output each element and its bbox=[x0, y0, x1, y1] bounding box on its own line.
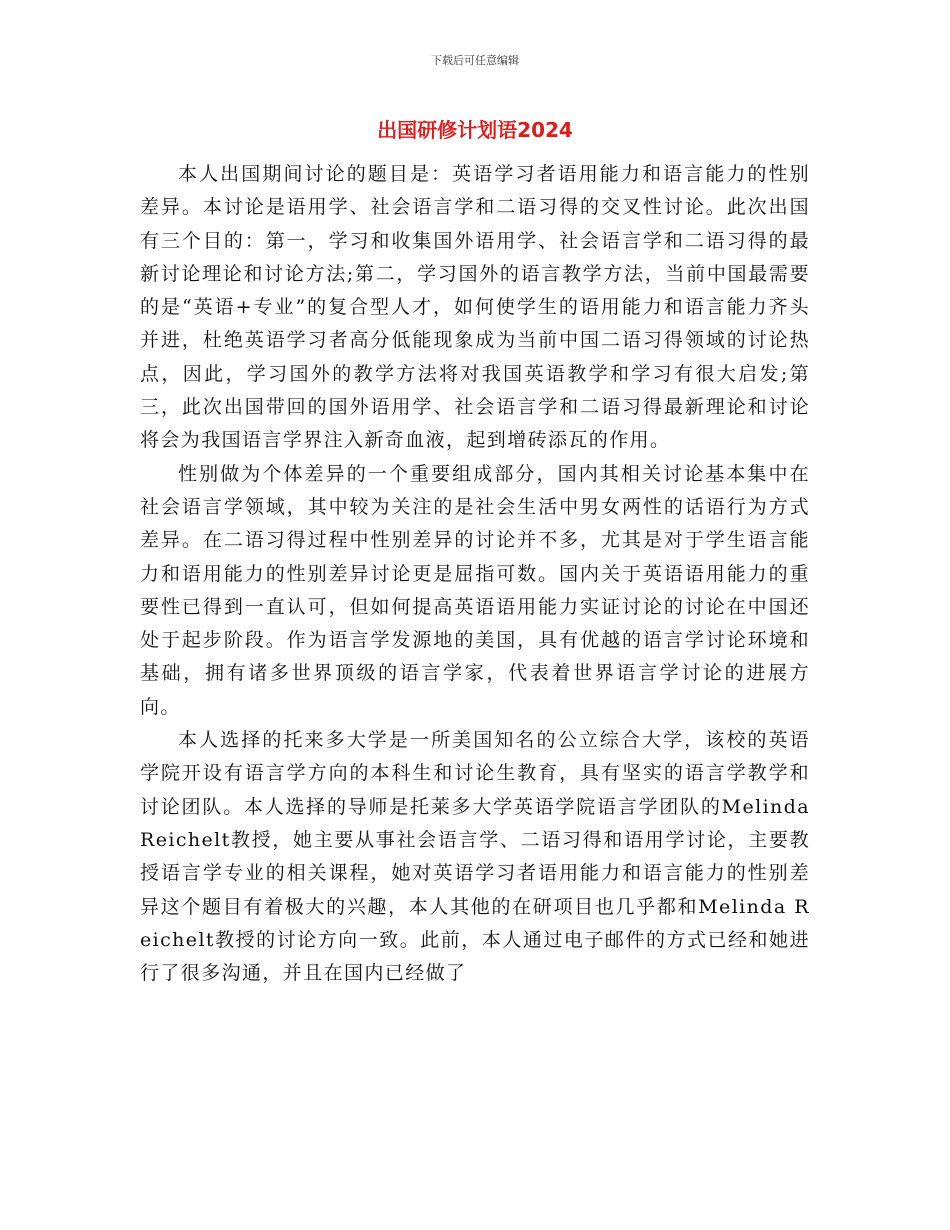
paragraph-2: 性别做为个体差异的一个重要组成部分，国内其相关讨论基本集中在社会语言学领域，其中较为关注的是社会生活中男女两性的话语行为方式差异。在二语习得过程中性别差异的讨论并不多，尤其是对于学生语言能力和语用能力的性别差异讨论更是屈指可数。国内关于英语语用能力的重要性已得到一直认可，但如何提高英语语用能力实证讨论的讨论在中国还处于起步阶段。作为语言学发源地的美国，具有优越的语言学讨论环境和基础，拥有诸多世界顶级的语言学家，代表着世界语言学讨论的进展方向。 bbox=[140, 462, 810, 718]
paragraph-3: 本人选择的托来多大学是一所美国知名的公立综合大学，该校的英语学院开设有语言学方向的本科生和讨论生教育，具有坚实的语言学教学和讨论团队。本人选择的导师是托莱多大学英语学院语言学团队的Melinda Reichelt教授，她主要从事社会语言学、二语习得和语用学讨论，主要教授语言学专业的相关课程，她对英语学习者语用能力和语言能力的性别差异这个题目有着极大的兴趣，本人其他的在研项目也几乎都和Melinda Reichelt教授的讨论方向一致。此前，本人通过电子邮件的方式已经和她进行了很多沟通，并且在国内已经做了 bbox=[140, 729, 810, 985]
paragraph-1: 本人出国期间讨论的题目是：英语学习者语用能力和语言能力的性别差异。本讨论是语用学、社会语言学和二语习得的交叉性讨论。此次出国有三个目的：第一，学习和收集国外语用学、社会语言学和二语习得的最新讨论理论和讨论方法;第二，学习国外的语言教学方法，当前中国最需要的是“英语+专业”的复合型人才，如何使学生的语用能力和语言能力齐头并进，杜绝英语学习者高分低能现象成为当前中国二语习得领域的讨论热点，因此，学习国外的教学方法将对我国英语教学和学习有很大启发;第三，此次出国带回的国外语用学、社会语言学和二语习得最新理论和讨论将会为我国语言学界注入新奇血液，起到增砖添瓦的作用。 bbox=[140, 163, 810, 452]
header-note: 下载后可任意编辑 bbox=[431, 54, 519, 67]
document-body bbox=[140, 158, 810, 990]
document-title: 出国研修计划语2024 bbox=[377, 118, 573, 142]
